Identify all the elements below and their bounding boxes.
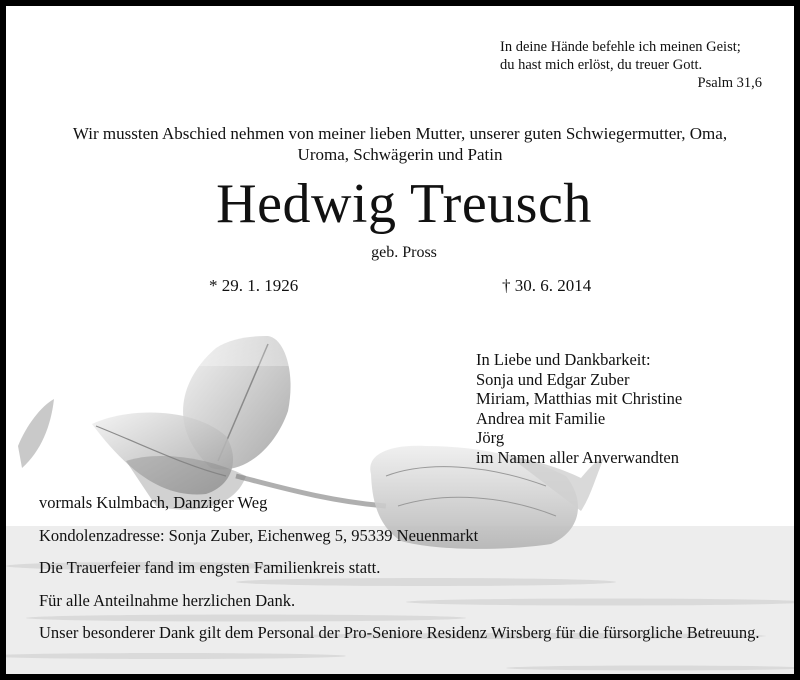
funeral-note: Die Trauerfeier fand im engsten Familienkreis statt. xyxy=(39,558,381,577)
psalm-quote xyxy=(500,38,770,92)
intro-text xyxy=(6,123,794,165)
condolence-address: Kondolenzadresse: Sonja Zuber, Eichenweg 5, 95339 Neuenmarkt xyxy=(39,525,479,545)
thanks-note: Für alle Anteilnahme herzlichen Dank. xyxy=(39,590,296,610)
mourner-line: Miriam, Matthias mit Christine xyxy=(476,389,683,408)
mourner-line: Andrea mit Familie xyxy=(476,408,606,428)
deceased-name: Hedwig Treusch xyxy=(216,173,592,235)
psalm-reference: Psalm 31,6 xyxy=(697,75,762,91)
mourner-line: Jörg xyxy=(476,428,505,447)
special-thanks: Unser besonderer Dank gilt dem Personal der Pro-Seniore Residenz Wirsberg für die fürsorgliche Betreuung. xyxy=(39,623,760,642)
intro-line: Uroma, Schwägerin und Patin xyxy=(297,145,503,164)
psalm-line: In deine Hände befehle ich meinen Geist; xyxy=(500,39,741,55)
psalm-line: du hast mich erlöst, du treuer Gott. xyxy=(500,57,703,73)
former-address: vormals Kulmbach, Danziger Weg xyxy=(39,493,268,512)
birth-name: geb. Pross xyxy=(371,244,437,261)
death-date: † 30. 6. 2014 xyxy=(502,276,592,295)
intro-line: Wir mussten Abschied nehmen von meiner lieben Mutter, unserer guten Schwiegermutter, Oma, xyxy=(72,124,728,143)
mourner-line: Sonja und Edgar Zuber xyxy=(476,369,630,389)
details-section xyxy=(39,493,779,656)
mourner-line: im Namen aller Anverwandten xyxy=(476,447,679,467)
birth-date: * 29. 1. 1926 xyxy=(209,276,299,295)
mourner-line: In Liebe und Dankbarkeit: xyxy=(476,350,651,369)
mourners-list xyxy=(476,350,682,467)
